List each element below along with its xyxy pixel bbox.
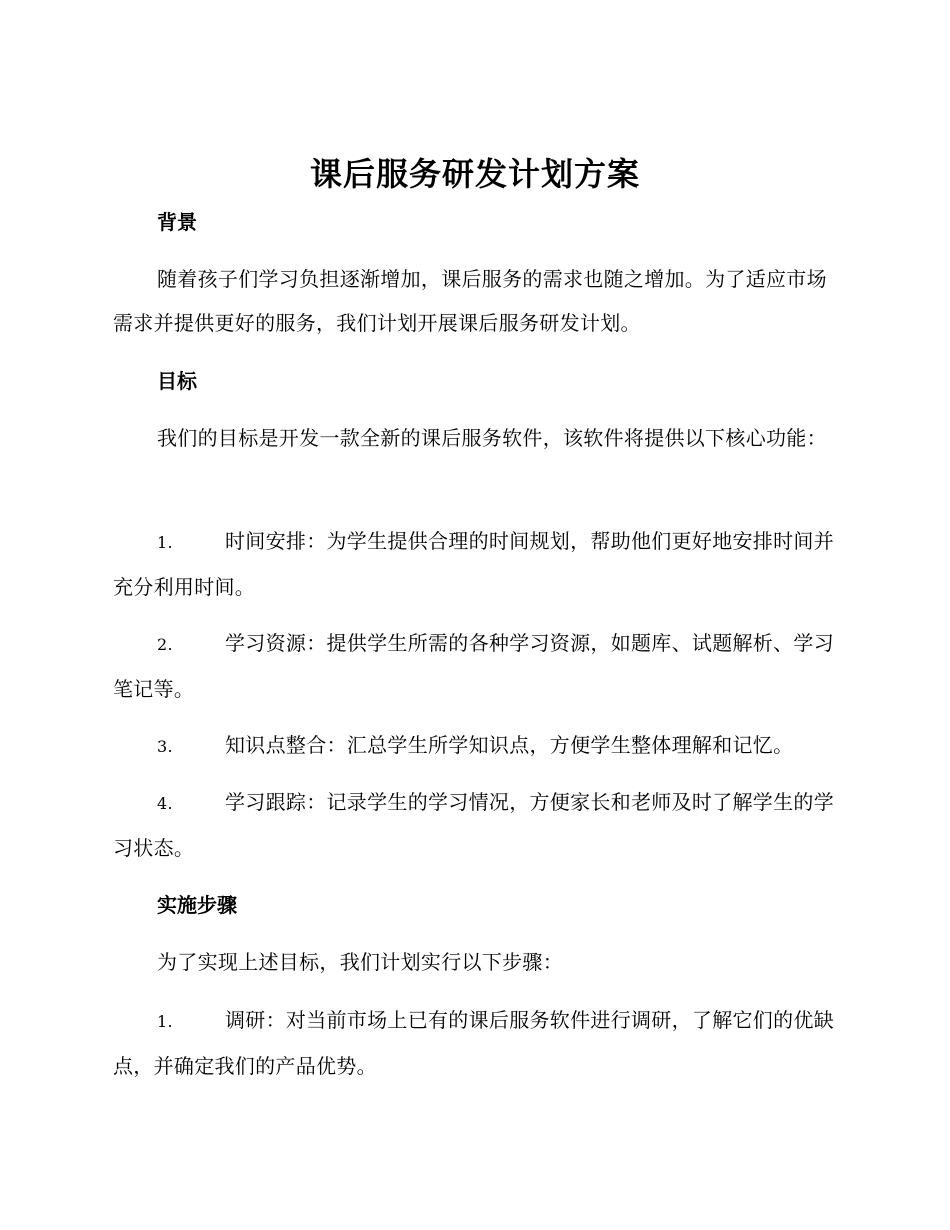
background-paragraph: 随着孩子们学习负担逐渐增加，课后服务的需求也随之增加。为了适应市场需求并提供更好的服务，我们计划开展课后服务研发计划。	[113, 267, 827, 335]
goal-list-item	[113, 621, 835, 711]
step-list-item	[113, 998, 835, 1088]
document-title: 课后服务研发计划方案	[309, 155, 640, 193]
list-item-text: 调研：对当前市场上已有的课后服务软件进行调研，了解它们的优缺点，并确定我们的产品优势。	[113, 1008, 834, 1078]
implementation-paragraph: 为了实现上述目标，我们计划实行以下步骤：	[157, 950, 563, 974]
section-heading-goals: 目标	[157, 369, 197, 393]
goal-list-item	[113, 723, 835, 769]
list-item-text: 学习资源：提供学生所需的各种学习资源，如题库、试题解析、学习笔记等。	[113, 631, 834, 701]
list-item-text: 学习跟踪：记录学生的学习情况，方便家长和老师及时了解学生的学习状态。	[113, 790, 834, 860]
list-number: 2.	[157, 635, 173, 654]
goal-list-item	[113, 780, 835, 870]
list-number: 1.	[157, 1012, 173, 1031]
goal-list-item	[113, 519, 835, 609]
list-number: 3.	[157, 737, 173, 756]
list-number: 1.	[157, 533, 173, 552]
section-heading-background: 背景	[157, 210, 197, 234]
section-heading-implementation: 实施步骤	[157, 893, 237, 917]
goals-paragraph: 我们的目标是开发一款全新的课后服务软件，该软件将提供以下核心功能：	[157, 426, 827, 450]
list-item-text: 知识点整合：汇总学生所学知识点，方便学生整体理解和记忆。	[225, 733, 794, 757]
list-item-text: 时间安排：为学生提供合理的时间规划，帮助他们更好地安排时间并充分利用时间。	[113, 529, 834, 599]
list-number: 4.	[157, 794, 173, 813]
